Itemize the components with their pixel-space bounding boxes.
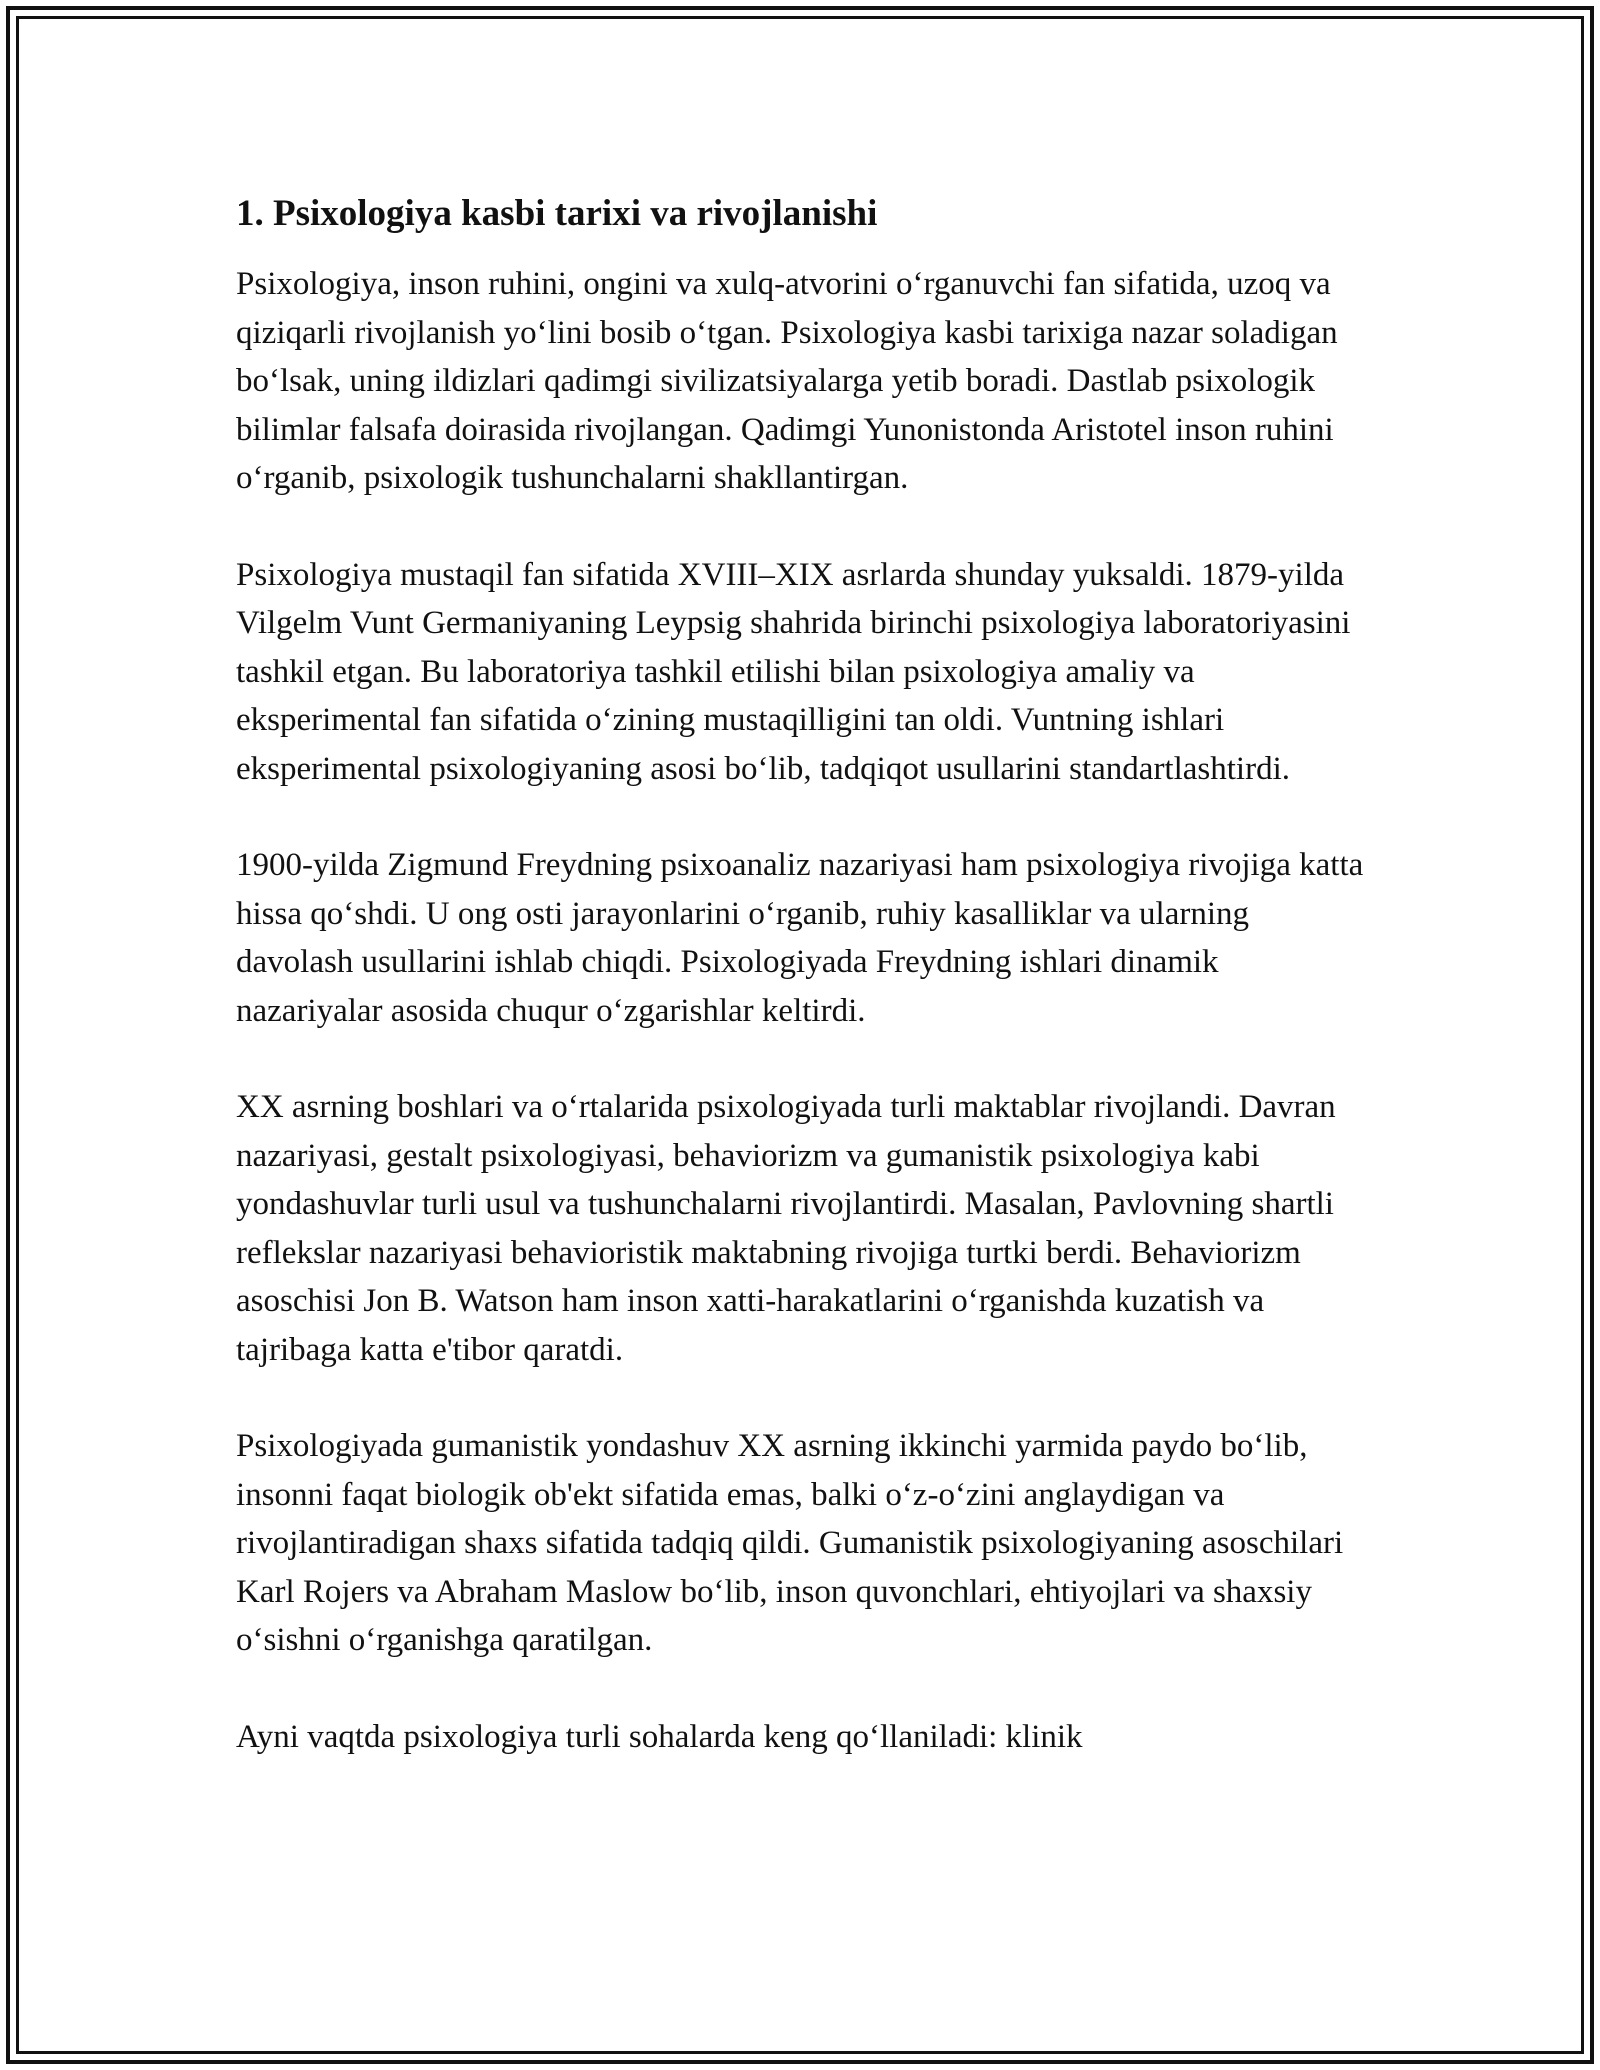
paragraph-schools-of-psychology: XX asrning boshlari va o‘rtalarida psixologiyada turli maktablar rivojlandi. Davran nazariyasi, gestalt psixologiyasi, behaviorizm va gumanistik psixologiya kabi yondashuvlar turli usul va tushunchalarni rivojlantirdi. Masalan, Pavlovning shartli reflekslar nazariyasi behavioristik maktabning rivojiga turtki berdi. Behaviorizm asoschisi Jon B. Watson ham inson xatti-harakatlarini o‘rganishda kuzatish va tajribaga katta e'tibor qaratdi. bbox=[236, 1089, 1336, 1368]
section-heading: 1. Psixologiya kasbi tarixi va rivojlanishi bbox=[236, 193, 878, 234]
paragraph-applied-fields: Ayni vaqtda psixologiya turli sohalarda keng qo‘llaniladi: klinik bbox=[236, 1718, 1083, 1755]
paragraph-wundt-laboratory: Psixologiya mustaqil fan sifatida XVIII–XIX asrlarda shunday yuksaldi. 1879-yilda Vilgelm Vunt Germaniyaning Leypsig shahrida birinchi psixologiya laboratoriyasini tashkil etgan. Bu laboratoriya tashkil etilishi bilan psixologiya amaliy va eksperimental fan sifatida o‘zining mustaqilligini tan oldi. Vuntning ishlari eksperimental psixologiyaning asosi bo‘lib, tadqiqot usullarini standartlashtirdi. bbox=[236, 556, 1351, 787]
document-body bbox=[236, 188, 1371, 1809]
paragraph-humanistic-approach: Psixologiyada gumanistik yondashuv XX asrning ikkinchi yarmida paydo bo‘lib, insonni faqat biologik ob'ekt sifatida emas, balki o‘z-o‘zini anglaydigan va rivojlantiradigan shaxs sifatida tadqiq qildi. Gumanistik psixologiyaning asoschilari Karl Rojers va Abraham Maslow bo‘lib, inson quvonchlari, ehtiyojlari va shaxsiy o‘sishni o‘rganishga qaratilgan. bbox=[236, 1428, 1344, 1658]
paragraph-ancient-roots: Psixologiya, inson ruhini, ongini va xulq-atvorini o‘rganuvchi fan sifatida, uzoq va qiziqarli rivojlanish yo‘lini bosib o‘tgan. Psixologiya kasbi tarixiga nazar soladigan bo‘lsak, uning ildizlari qadimgi sivilizatsiyalarga yetib boradi. Dastlab psixologik bilimlar falsafa doirasida rivojlangan. Qadimgi Yunonistonda Aristotel inson ruhini o‘rganib, psixologik tushunchalarni shakllantirgan. bbox=[236, 266, 1338, 496]
paragraph-freud-psychoanalysis: 1900-yilda Zigmund Freydning psixoanaliz nazariyasi ham psixologiya rivojiga katta hissa qo‘shdi. U ong osti jarayonlarini o‘rganib, ruhiy kasalliklar va ularning davolash usullarini ishlab chiqdi. Psixologiyada Freydning ishlari dinamik nazariyalar asosida chuqur o‘zgarishlar keltirdi. bbox=[236, 847, 1364, 1029]
